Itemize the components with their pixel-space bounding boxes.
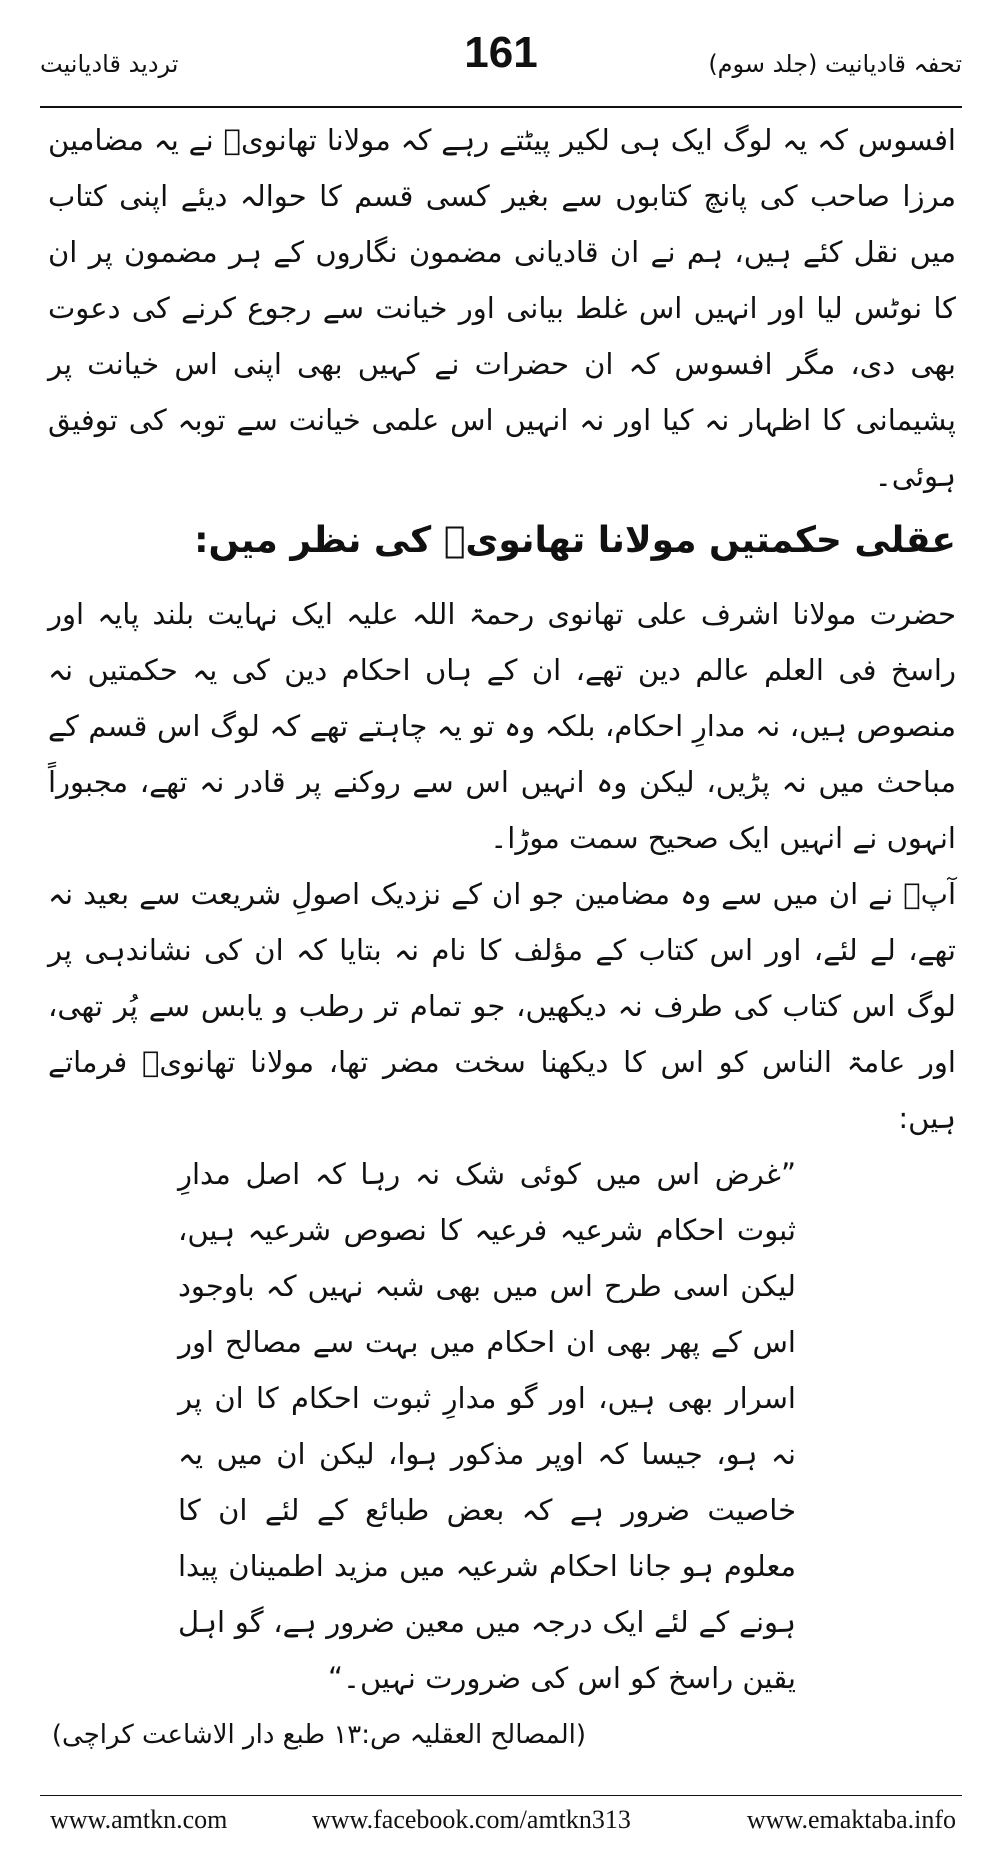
footer-link-facebook[interactable]: www.facebook.com/amtkn313: [312, 1805, 631, 1834]
paragraph-1: افسوس کہ یہ لوگ ایک ہی لکیر پیٹتے رہے کہ مولانا تھانویؒ نے یہ مضامین مرزا صاحب کی پانچ کتابوں سے بغیر کسی قسم کا حوالہ دیئے اپنی کتاب میں نقل کئے ہیں، ہم نے ان قادیانی مضمون نگاروں کے ہر مضمون پر ان کا نوٹس لیا اور انہیں اس غلط بیانی اور خیانت سے رجوع کرنے کی دعوت بھی دی، مگر افسوس کہ ان حضرات نے کہیں بھی اپنی اس خیانت پر پشیمانی کا اظہار نہ کیا اور نہ انہیں اس علمی خیانت سے توبہ کی توفیق ہوئی۔: [48, 123, 956, 493]
section-heading: عقلی حکمتیں مولانا تھانویؒ کی نظر میں:: [194, 520, 956, 561]
page-header: [40, 28, 962, 98]
page-body: [48, 112, 956, 1782]
page-footer: [50, 1805, 956, 1841]
block-quote: ”غرض اس میں کوئی شک نہ رہا کہ اصل مدارِ ثبوت احکام شرعیہ فرعیہ کا نصوص شرعیہ ہیں، لیکن اسی طرح اس میں بھی شبہ نہیں کہ باوجود اس کے پھر بھی ان احکام میں بہت سے مصالح اور اسرار بھی ہیں، اور گو مدارِ ثبوت احکام کا ان پر نہ ہو، جیسا کہ اوپر مذکور ہوا، لیکن ان میں یہ خاصیت ضرور ہے کہ بعض طبائع کے لئے ان کا معلوم ہو جانا احکام شرعیہ میں مزید اطمینان پیدا ہونے کے لئے ایک درجہ میں معین ضرور ہے، گو اہل یقین راسخ کو اس کی ضرورت نہیں۔“: [178, 1157, 796, 1695]
book-title: تحفہ قادیانیت (جلد سوم): [708, 50, 962, 78]
footer-link-amtkn[interactable]: www.amtkn.com: [50, 1805, 228, 1834]
header-divider: [40, 106, 962, 108]
paragraph-2: حضرت مولانا اشرف علی تھانوی رحمۃ اللہ علیہ ایک نہایت بلند پایہ اور راسخ فی العلم عالم دین تھے، ان کے ہاں احکام دین کی یہ حکمتیں نہ منصوص ہیں، نہ مدارِ احکام، بلکہ وہ تو یہ چاہتے تھے کہ لوگ اس قسم کے مباحث میں نہ پڑیں، لیکن وہ انہیں اس سے روکنے پر قادر نہ تھے، مجبوراً انہوں نے انہیں ایک صحیح سمت موڑا۔: [48, 597, 956, 855]
quote-reference: (المصالح العقلیہ ص:۱۳ طبع دار الاشاعت کراچی): [51, 1720, 586, 1750]
page-number: 161: [464, 28, 538, 77]
section-title: تردید قادیانیت: [40, 50, 179, 78]
footer-link-emaktaba[interactable]: www.emaktaba.info: [746, 1805, 956, 1834]
footer-divider: [40, 1795, 962, 1796]
paragraph-3: آپؒ نے ان میں سے وہ مضامین جو ان کے نزدیک اصولِ شریعت سے بعید نہ تھے، لے لئے، اور اس کتاب کے مؤلف کا نام نہ بتایا کہ ان کی نشاندہی پر لوگ اس کتاب کی طرف نہ دیکھیں، جو تمام تر رطب و یابس سے پُر تھی، اور عامۃ الناس کو اس کا دیکھنا سخت مضر تھا، مولانا تھانویؒ فرماتے ہیں:: [48, 877, 956, 1135]
